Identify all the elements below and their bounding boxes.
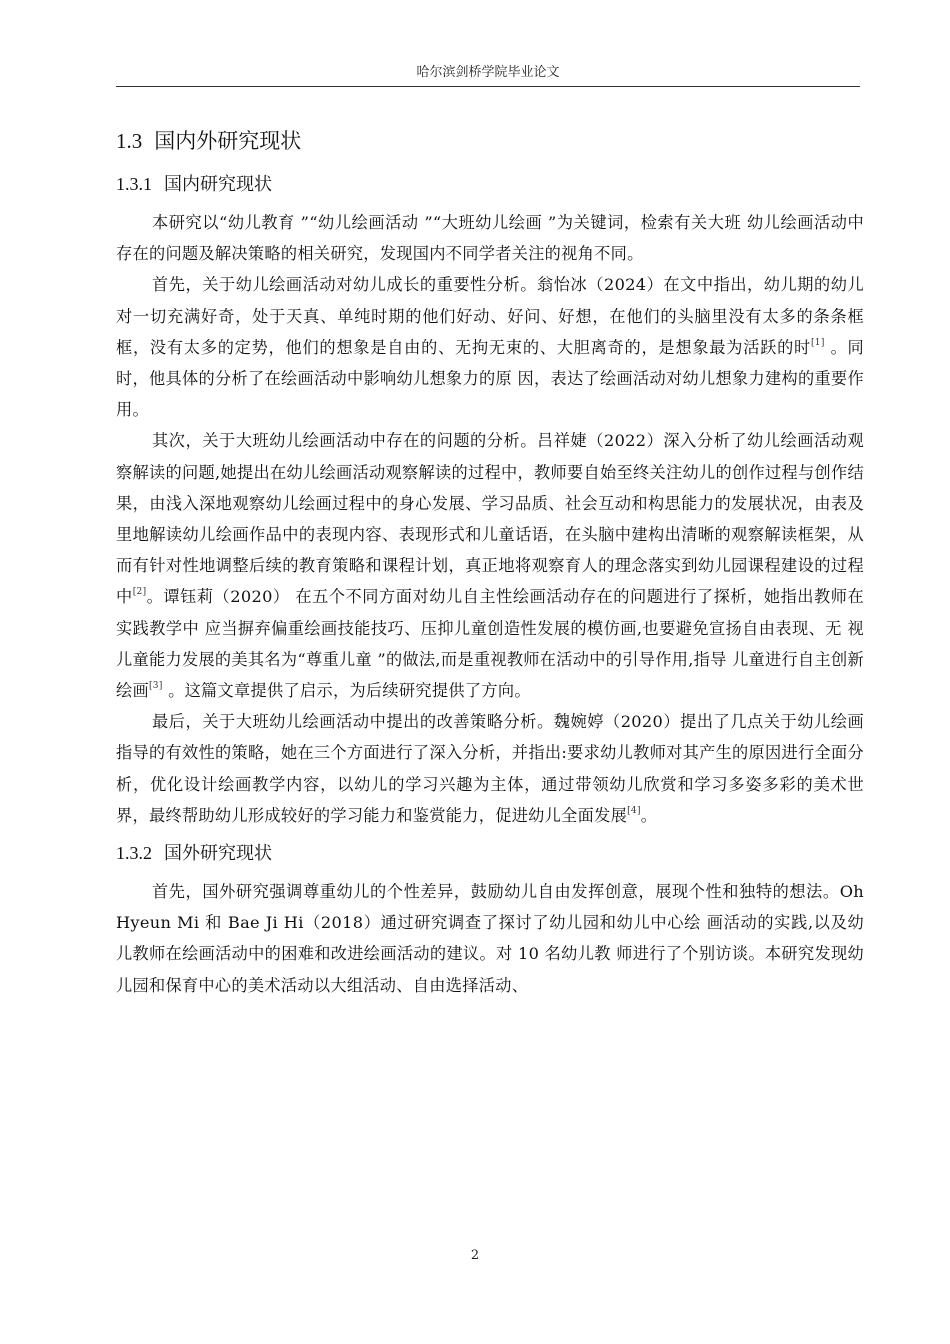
paragraph-text: 最后，关于大班幼儿绘画活动中提出的改善策略分析。魏婉婷（2020）提出了几点关于幼儿绘画指导的有效性的策略，她在三个方面进行了深入分析，并指出:要求幼儿教师对其产生的原因进行全面分析，优化设计绘画教学内容，以幼儿的学习兴趣为主体，通过带领幼儿欣赏和学习多姿多彩的美术世界，最终帮助幼儿形成较好的学习能力和鉴赏能力，促进幼儿全面发展 — [116, 712, 864, 825]
paragraph-text: 。 — [640, 805, 658, 825]
paragraph-problems — [116, 425, 864, 706]
section-title: 国内外研究现状 — [154, 129, 302, 153]
page-header: 哈尔滨剑桥学院毕业论文 — [116, 60, 860, 87]
paragraph-text: 。这篇文章提供了启示，为后续研究提供了方向。 — [162, 681, 531, 701]
subsection-number: 1.3.1 — [116, 174, 152, 194]
citation-2: [2] — [132, 587, 147, 598]
paragraph-text: 首先，关于幼儿绘画活动对幼儿成长的重要性分析。翁怡冰（2024）在文中指出，幼儿期的幼儿对一切充满好奇，处于天真、单纯时期的他们好动、好问、好想，在他们的头脑里没有太多的条条框框，没有太多的定势，他们的想象是自由的、无拘无束的、大胆离奇的，是想象最为活跃的时 — [116, 275, 864, 357]
subsection-title: 国内研究现状 — [164, 174, 272, 195]
subsection-title: 国外研究现状 — [164, 843, 272, 865]
section-number: 1.3 — [116, 129, 143, 153]
paragraph-importance — [116, 269, 864, 425]
section-heading — [116, 126, 864, 156]
paragraph-text: 其次，关于大班幼儿绘画活动中存在的问题的分析。吕祥婕（2022）深入分析了幼儿绘画活动观察解读的问题,她提出在幼儿绘画活动观察解读的过程中，教师要自始至终关注幼儿的创作过程与创作结果，由浅入深地观察幼儿绘画过程中的身心发展、学习品质、社会互动和构思能力的发展状况，由表及里地解读幼儿绘画作品中的表现内容、表现形式和儿童话语，在头脑中建构出清晰的观察解读框架，从而有针对性地调整后续的教育策略和课程计划，真正地将观察育人的理念落实到幼儿园课程建设的过程中 — [116, 431, 864, 607]
paragraph-strategies — [116, 706, 864, 831]
subsection-heading-foreign — [116, 839, 864, 868]
paragraph-intro: 本研究以“幼儿教育 ”“幼儿绘画活动 ”“大班幼儿绘画 ”为关键词，检索有关大班 幼儿绘画活动中存在的问题及解决策略的相关研究，发现国内不同学者关注的视角不同。 — [116, 213, 864, 264]
citation-1: [1] — [811, 337, 825, 348]
paragraph-text: 。谭钰莉（2020） 在五个不同方面对幼儿自主性绘画活动存在的问题进行了探析，她指出教师在实践教学中 应当摒弃偏重绘画技能技巧、压抑儿童创造性发展的模仿画,也要避免宣扬自由表现、无 视儿童能力发展的美其名为“尊重儿童 ”的做法,而是重视教师在活动中的引导作用,指导 儿童进行自主创新绘画 — [116, 587, 864, 701]
paragraph-foreign: 首先，国外研究强调尊重幼儿的个性差异，鼓励幼儿自由发挥创意，展现个性和独特的想法。Oh Hyeun Mi 和 Bae Ji Hi（2018）通过研究调查了探讨了幼儿园和幼儿中心绘 画活动的实践,以及幼儿教师在绘画活动中的困难和改进绘画活动的建议。对 10 名幼儿教 师进行了个别访谈。本研究发现幼儿园和保育中心的美术活动以大组活动、自由选择活动、 — [116, 882, 864, 995]
paragraph-text: 。同时，他具体的分析了在绘画活动中影响幼儿想象力的原 因，表达了绘画活动对幼儿想象力建构的重要作用。 — [116, 337, 865, 420]
citation-4: [4] — [627, 805, 641, 816]
page-content — [116, 116, 864, 1001]
citation-3: [3] — [148, 681, 163, 692]
page-number: 2 — [470, 1248, 480, 1263]
subsection-number: 1.3.2 — [116, 843, 152, 864]
subsection-heading-domestic — [116, 170, 864, 199]
